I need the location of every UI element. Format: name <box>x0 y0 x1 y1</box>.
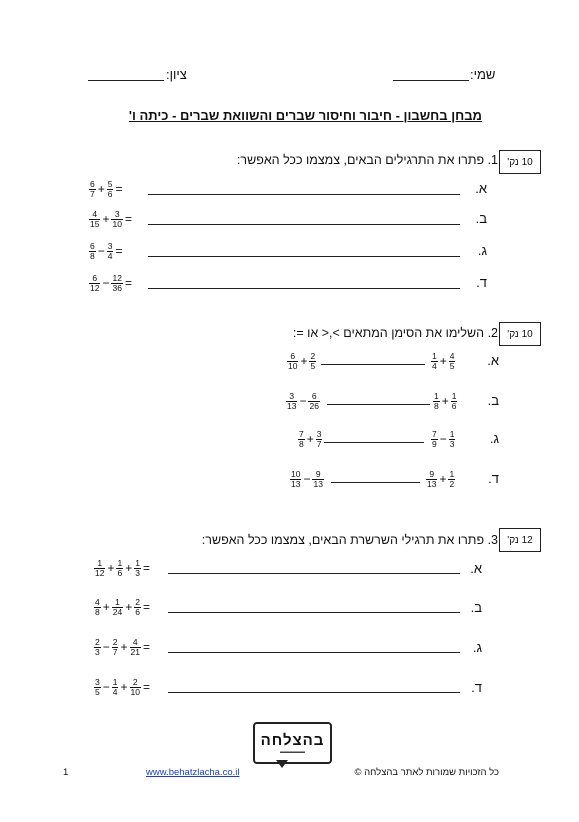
fraction <box>316 430 323 449</box>
numerator: 2 <box>112 636 118 647</box>
q1-item-letter: ד. <box>476 275 487 290</box>
denominator: 24 <box>112 606 123 617</box>
fraction <box>111 274 122 293</box>
operator: + <box>102 600 110 614</box>
fraction <box>451 392 458 411</box>
numerator: 7 <box>432 428 437 439</box>
q2-points: 10 נק' <box>507 328 533 340</box>
denominator: 4 <box>432 360 437 371</box>
q2-right-terms <box>425 470 456 489</box>
fraction <box>89 180 96 199</box>
q2-left-terms <box>297 430 323 449</box>
equals-sign: = <box>115 182 123 196</box>
q1-answer-line[interactable] <box>148 224 460 225</box>
fraction <box>448 470 455 489</box>
numerator: 6 <box>308 392 319 402</box>
numerator: 7 <box>299 428 304 439</box>
denominator: 8 <box>299 438 304 449</box>
logo-speech-tail-icon <box>276 760 288 768</box>
q2-left-terms <box>285 392 321 411</box>
denominator: 3 <box>95 646 100 657</box>
fraction <box>298 430 305 449</box>
q3-answer-line[interactable] <box>168 652 460 653</box>
fraction <box>286 392 297 411</box>
website-link[interactable]: www.behatzlacha.co.il <box>146 767 240 778</box>
q2-item-right-expression <box>432 390 458 412</box>
denominator: 21 <box>130 646 140 657</box>
numerator: 2 <box>130 678 141 688</box>
page-title: מבחן בחשבון - חיבור וחיסור שברים והשוואת שברים - כיתה ו' <box>128 108 482 123</box>
q3-item-expression <box>93 676 151 698</box>
numerator: 1 <box>434 390 439 401</box>
denominator: 5 <box>449 360 455 371</box>
q1-item-terms <box>88 274 124 293</box>
numerator: 1 <box>451 390 457 401</box>
q1-item-terms <box>88 180 114 199</box>
operator: − <box>303 472 311 486</box>
name-label: שמי: <box>470 67 496 82</box>
q2-item-right-expression <box>430 350 456 372</box>
fraction <box>130 638 141 657</box>
q1-item-expression <box>88 272 133 294</box>
fraction <box>287 352 298 371</box>
q2-right-terms <box>432 392 458 411</box>
numerator: 2 <box>310 350 316 361</box>
q2-left-terms <box>289 470 325 489</box>
q2-item-letter: ב. <box>487 393 499 408</box>
fraction <box>94 598 101 617</box>
q1-answer-line[interactable] <box>148 288 460 289</box>
fraction <box>431 430 438 449</box>
grade-field[interactable] <box>88 80 164 81</box>
q3-item-letter: א. <box>470 561 482 576</box>
numerator: 1 <box>449 468 455 479</box>
q2-right-terms <box>430 352 456 371</box>
denominator: 7 <box>112 646 118 657</box>
q1-points-box <box>499 150 541 174</box>
q1-number: 1. <box>487 153 498 167</box>
q2-right-terms <box>430 430 456 449</box>
denominator: 6 <box>451 400 457 411</box>
q1-item-letter: ב. <box>475 211 487 226</box>
denominator: 6 <box>107 188 113 199</box>
operator: + <box>439 472 447 486</box>
denominator: 13 <box>313 478 323 489</box>
equals-sign: = <box>142 600 150 614</box>
denominator: 4 <box>107 250 113 261</box>
fraction <box>94 559 105 578</box>
fraction <box>431 352 438 371</box>
numerator: 6 <box>90 178 95 189</box>
operator: + <box>120 640 128 654</box>
denominator: 7 <box>90 188 95 199</box>
operator: + <box>300 354 308 368</box>
operator: − <box>299 394 307 408</box>
copyright-text: כל הזכויות שמורות לאתר בהצלחה © <box>354 767 499 778</box>
equals-sign: = <box>142 680 150 694</box>
q3-item-terms <box>93 559 142 578</box>
fraction <box>112 678 119 697</box>
denominator: 8 <box>90 250 95 261</box>
equals-sign: = <box>124 212 132 226</box>
q2-item-letter: ג. <box>489 431 499 446</box>
denominator: 10 <box>288 360 298 371</box>
q3-answer-line[interactable] <box>168 573 460 574</box>
numerator: 3 <box>316 428 322 439</box>
numerator: 6 <box>90 240 95 251</box>
fraction <box>94 638 101 657</box>
q2-sign-line[interactable] <box>324 442 424 443</box>
operator: + <box>125 561 133 575</box>
numerator: 9 <box>312 470 323 480</box>
denominator: 2 <box>449 478 455 489</box>
denominator: 12 <box>90 282 100 293</box>
q2-instruction: השלימו את הסימן המתאים >,< או =: <box>292 326 485 340</box>
fraction <box>426 470 437 489</box>
denominator: 26 <box>309 400 319 411</box>
name-field[interactable] <box>393 80 469 81</box>
numerator: 4 <box>95 596 100 607</box>
denominator: 10 <box>112 218 122 229</box>
q2-sign-line[interactable] <box>321 364 425 365</box>
fraction <box>449 352 456 371</box>
q2-item-right-expression <box>425 468 456 490</box>
q2-left-terms <box>286 352 317 371</box>
fraction <box>134 598 141 617</box>
q3-item-letter: ג. <box>472 640 482 655</box>
q2-item-left-expression <box>289 468 325 490</box>
q3-answer-line[interactable] <box>168 612 460 613</box>
numerator: 6 <box>287 352 298 362</box>
q3-item-letter: ד. <box>471 680 482 695</box>
numerator: 1 <box>117 557 123 568</box>
fraction <box>107 180 114 199</box>
q3-item-terms <box>93 598 142 617</box>
q1-item-expression <box>88 240 124 262</box>
fraction <box>309 352 316 371</box>
denominator: 13 <box>427 478 437 489</box>
numerator: 2 <box>95 636 100 647</box>
denominator: 8 <box>95 606 100 617</box>
q2-sign-line[interactable] <box>331 482 420 483</box>
fraction <box>290 470 301 489</box>
numerator: 10 <box>291 468 301 479</box>
q1-item-letter: ג. <box>477 243 487 258</box>
denominator: 15 <box>90 218 100 229</box>
numerator: 4 <box>89 210 100 220</box>
operator: + <box>306 432 314 446</box>
operator: − <box>102 680 110 694</box>
denominator: 3 <box>135 567 140 578</box>
q3-points-box <box>499 528 541 552</box>
q1-item-expression <box>88 178 124 200</box>
q1-text <box>237 153 498 167</box>
q3-text <box>202 533 498 547</box>
q1-instruction: פתרו את התרגילים הבאים, צמצמו ככל האפשר: <box>236 153 485 167</box>
equals-sign: = <box>142 561 150 575</box>
equals-sign: = <box>124 276 132 290</box>
operator: − <box>439 432 447 446</box>
equals-sign: = <box>142 640 150 654</box>
operator: + <box>120 680 128 694</box>
q1-item-letter: א. <box>475 181 487 196</box>
fraction <box>312 470 323 489</box>
operator: + <box>439 354 447 368</box>
operator: + <box>102 212 110 226</box>
fraction <box>111 210 122 229</box>
fraction <box>449 430 456 449</box>
operator: + <box>441 394 449 408</box>
q2-sign-line[interactable] <box>327 404 430 405</box>
fraction <box>94 678 101 697</box>
numerator: 2 <box>135 596 140 607</box>
operator: + <box>125 600 133 614</box>
operator: + <box>107 561 115 575</box>
numerator: 1 <box>432 350 437 361</box>
q3-item-expression <box>93 596 151 618</box>
fraction <box>89 210 100 229</box>
denominator: 7 <box>316 438 322 449</box>
operator: − <box>102 640 110 654</box>
logo-underline-icon: ▬▬▬▬▬ <box>280 748 305 755</box>
q3-number: 3. <box>487 533 498 547</box>
q1-answer-line[interactable] <box>148 194 460 195</box>
numerator: 5 <box>107 178 113 189</box>
q2-item-right-expression <box>430 428 456 450</box>
fraction <box>89 274 100 293</box>
logo-text: בהצלחה <box>260 731 325 749</box>
q3-answer-line[interactable] <box>168 692 460 693</box>
fraction <box>134 559 141 578</box>
fraction <box>107 242 114 261</box>
numerator: 3 <box>107 240 113 251</box>
numerator: 1 <box>449 428 455 439</box>
numerator: 12 <box>112 272 122 283</box>
denominator: 4 <box>112 686 118 697</box>
denominator: 6 <box>117 567 123 578</box>
fraction <box>112 598 123 617</box>
numerator: 3 <box>95 676 100 687</box>
q3-item-letter: ב. <box>470 600 482 615</box>
fraction <box>308 392 319 411</box>
q2-item-letter: ד. <box>488 471 499 486</box>
page-number: 1 <box>63 767 69 778</box>
numerator: 1 <box>112 676 118 687</box>
numerator: 3 <box>286 392 297 402</box>
numerator: 1 <box>94 559 105 569</box>
q1-item-terms <box>88 210 124 229</box>
denominator: 13 <box>291 478 301 489</box>
denominator: 8 <box>434 400 439 411</box>
denominator: 12 <box>95 567 105 578</box>
numerator: 9 <box>426 470 437 480</box>
operator: − <box>97 244 105 258</box>
equals-sign: = <box>115 244 123 258</box>
denominator: 6 <box>135 606 140 617</box>
numerator: 1 <box>135 557 140 568</box>
q2-item-left-expression <box>297 428 323 450</box>
denominator: 9 <box>432 438 437 449</box>
behatzlacha-logo <box>253 722 332 764</box>
q3-instruction: פתרו את תרגילי השרשרת הבאים, צמצמו ככל האפשר: <box>201 533 485 547</box>
numerator: 6 <box>89 274 100 284</box>
q3-points: 12 נק' <box>507 534 533 546</box>
fraction <box>130 678 141 697</box>
q2-points-box <box>499 322 541 346</box>
grade-label: ציון: <box>166 67 187 82</box>
q1-answer-line[interactable] <box>148 256 460 257</box>
denominator: 13 <box>287 400 297 411</box>
numerator: 4 <box>130 638 141 648</box>
q3-item-expression <box>93 636 151 658</box>
fraction <box>433 392 440 411</box>
fraction <box>112 638 119 657</box>
fraction <box>116 559 123 578</box>
denominator: 3 <box>449 438 455 449</box>
q1-item-terms <box>88 242 114 261</box>
q2-item-letter: א. <box>487 353 499 368</box>
q3-item-terms <box>93 638 142 657</box>
q1-points: 10 נק' <box>507 156 533 168</box>
numerator: 1 <box>112 598 123 608</box>
q2-text <box>293 326 498 340</box>
q2-item-left-expression <box>285 390 321 412</box>
denominator: 10 <box>130 686 140 697</box>
q3-item-expression <box>93 557 151 579</box>
q2-number: 2. <box>487 326 498 340</box>
numerator: 3 <box>111 210 122 220</box>
denominator: 5 <box>95 686 100 697</box>
denominator: 36 <box>112 282 122 293</box>
numerator: 4 <box>449 350 455 361</box>
operator: − <box>102 276 110 290</box>
q2-item-left-expression <box>286 350 317 372</box>
q3-item-terms <box>93 678 142 697</box>
operator: + <box>97 182 105 196</box>
fraction <box>89 242 96 261</box>
q1-item-expression <box>88 208 133 230</box>
denominator: 5 <box>310 360 316 371</box>
